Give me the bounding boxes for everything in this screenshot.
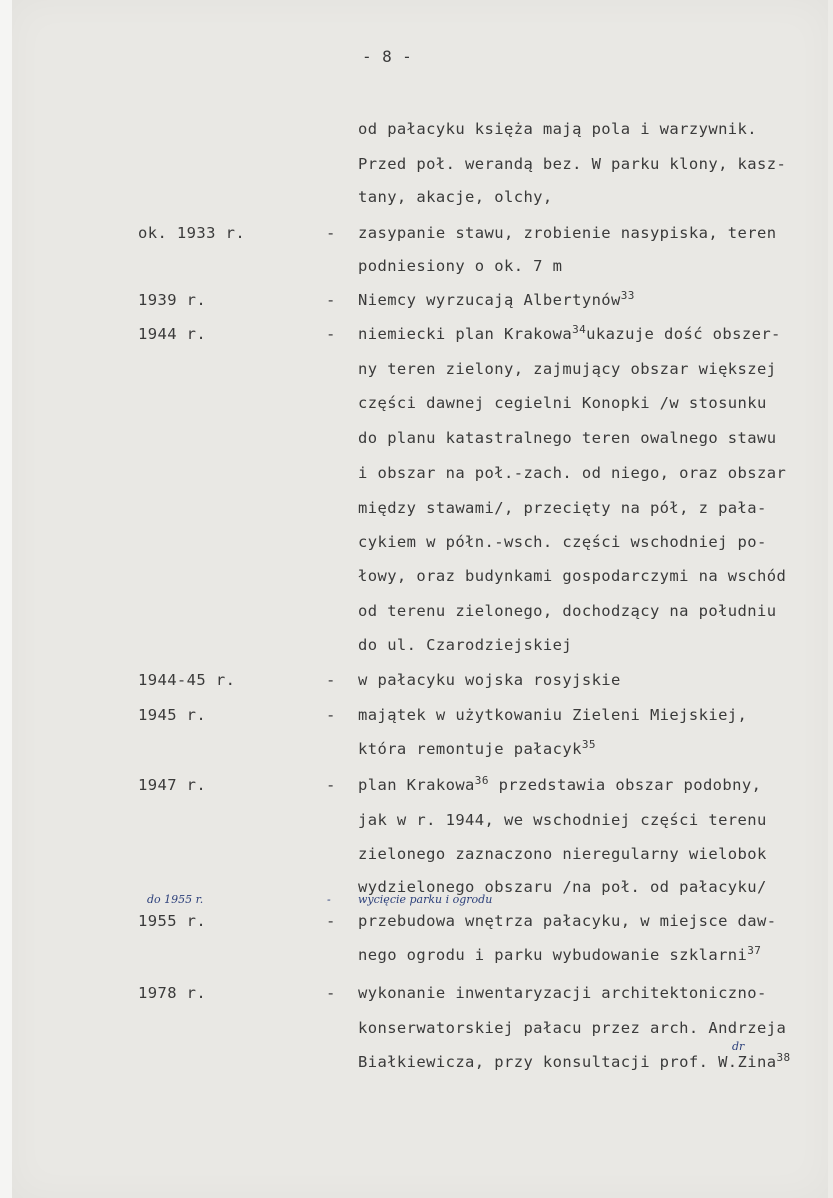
- entry-text: niemiecki plan Krakowa: [358, 325, 573, 343]
- entry-text-line: [358, 706, 747, 724]
- entry-text-line: [358, 811, 767, 829]
- entry-text-line: [358, 257, 562, 275]
- entry-dash: -: [326, 984, 336, 1002]
- entry-date: 1939 r.: [138, 291, 207, 309]
- entry-dash: -: [326, 325, 336, 343]
- entry-text-line: [358, 984, 767, 1002]
- entry-text-line: [358, 533, 767, 551]
- entry-date: 1978 r.: [138, 984, 207, 1002]
- entry-dash: -: [326, 706, 336, 724]
- entry-text: Białkiewicza, przy konsultacji prof. W.Zina: [358, 1053, 777, 1071]
- entry-text-line: [358, 636, 572, 654]
- entry-text-line: [358, 288, 635, 309]
- handwritten-title-note: dr: [732, 1040, 745, 1053]
- entry-text: do planu katastralnego teren owalnego stawu: [358, 429, 777, 447]
- entry-text: łowy, oraz budynkami gospodarczymi na wschód: [358, 567, 787, 585]
- footnote-ref: 38: [776, 1050, 791, 1064]
- entry-dash: -: [326, 671, 336, 689]
- entry-text: przebudowa wnętrza pałacyku, w miejsce daw-: [358, 912, 777, 930]
- entry-dash: -: [326, 291, 336, 309]
- entry-text-line: [358, 567, 786, 585]
- entry-text: zasypanie stawu, zrobienie nasypiska, teren: [358, 224, 777, 242]
- entry-text-line: [358, 1050, 791, 1071]
- entry-text: nego ogrodu i parku wybudowanie szklarni: [358, 946, 748, 964]
- entry-text: od terenu zielonego, dochodzący na południu: [358, 602, 777, 620]
- entry-text-line: [358, 360, 776, 378]
- entry-text: wydzielonego obszaru /na poł. od pałacyku/: [358, 878, 767, 896]
- entry-text-line: [358, 773, 762, 794]
- entry-text: cykiem w półn.-wsch. części wschodniej po-: [358, 533, 767, 551]
- entry-text-line: [358, 602, 776, 620]
- entry-text: która remontuje pałacyk: [358, 740, 582, 758]
- entry-text: wykonanie inwentaryzacji architektoniczno-: [358, 984, 767, 1002]
- entry-text-line: [358, 464, 786, 482]
- entry-date: 1947 r.: [138, 776, 207, 794]
- handwritten-date-note: do 1955 r.: [147, 893, 204, 906]
- page-edge: [0, 0, 12, 1198]
- entry-text: Przed poł. werandą bez. W parku klony, kasz-: [358, 155, 787, 173]
- entry-text: między stawami/, przecięty na pół, z pała-: [358, 499, 767, 517]
- entry-dash: -: [326, 912, 336, 930]
- entry-text-line: [358, 845, 767, 863]
- page-number: - 8 -: [362, 47, 413, 66]
- entry-text-line: [358, 394, 767, 412]
- entry-text: w pałacyku wojska rosyjskie: [358, 671, 621, 689]
- entry-text: podniesiony o ok. 7 m: [358, 257, 563, 275]
- entry-text-line: [358, 224, 776, 242]
- entry-text-continued: przedstawia obszar podobny,: [488, 776, 762, 794]
- entry-text-line: [358, 155, 786, 173]
- entry-dash: -: [326, 776, 336, 794]
- entry-text: Niemcy wyrzucają Albertynów: [358, 291, 621, 309]
- entry-text-line: [358, 943, 762, 964]
- entry-text-line: [358, 322, 781, 343]
- footnote-ref: 34: [572, 322, 587, 336]
- entry-text-line: [358, 429, 776, 447]
- entry-date: ok. 1933 r.: [138, 224, 246, 242]
- entry-text-line: [358, 1019, 786, 1037]
- entry-text-line: [358, 120, 757, 138]
- entry-date: 1944 r.: [138, 325, 207, 343]
- entry-text-line: [358, 671, 621, 689]
- entry-text-line: [358, 912, 776, 930]
- entry-text-line: [358, 737, 596, 758]
- footnote-ref: 33: [620, 288, 635, 302]
- handwritten-dash-note: -: [327, 893, 331, 906]
- entry-text-line: [358, 188, 553, 206]
- entry-date: 1944-45 r.: [138, 671, 236, 689]
- entry-text: konserwatorskiej pałacu przez arch. Andrzeja: [358, 1019, 787, 1037]
- entry-text: plan Krakowa: [358, 776, 475, 794]
- entry-text: jak w r. 1944, we wschodniej części terenu: [358, 811, 767, 829]
- entry-text: i obszar na poł.-zach. od niego, oraz obszar: [358, 464, 787, 482]
- entry-text: części dawnej cegielni Konopki /w stosunku: [358, 394, 767, 412]
- entry-date: 1945 r.: [138, 706, 207, 724]
- entry-text: do ul. Czarodziejskiej: [358, 636, 573, 654]
- footnote-ref: 37: [747, 943, 762, 957]
- entry-text-line: [358, 499, 767, 517]
- entry-text: tany, akacje, olchy,: [358, 188, 553, 206]
- entry-dash: -: [326, 224, 336, 242]
- entry-text: od pałacyku księża mają pola i warzywnik.: [358, 120, 758, 138]
- entry-text: zielonego zaznaczono nieregularny wielobok: [358, 845, 767, 863]
- footnote-ref: 35: [581, 737, 596, 751]
- entry-text: majątek w użytkowaniu Zieleni Miejskiej,: [358, 706, 748, 724]
- footnote-ref: 36: [474, 773, 489, 787]
- entry-text: ny teren zielony, zajmujący obszar większej: [358, 360, 777, 378]
- handwritten-text-note: wycięcie parku i ogrodu: [358, 893, 493, 906]
- entry-text-continued: ukazuje dość obszer-: [586, 325, 781, 343]
- entry-date: 1955 r.: [138, 912, 207, 930]
